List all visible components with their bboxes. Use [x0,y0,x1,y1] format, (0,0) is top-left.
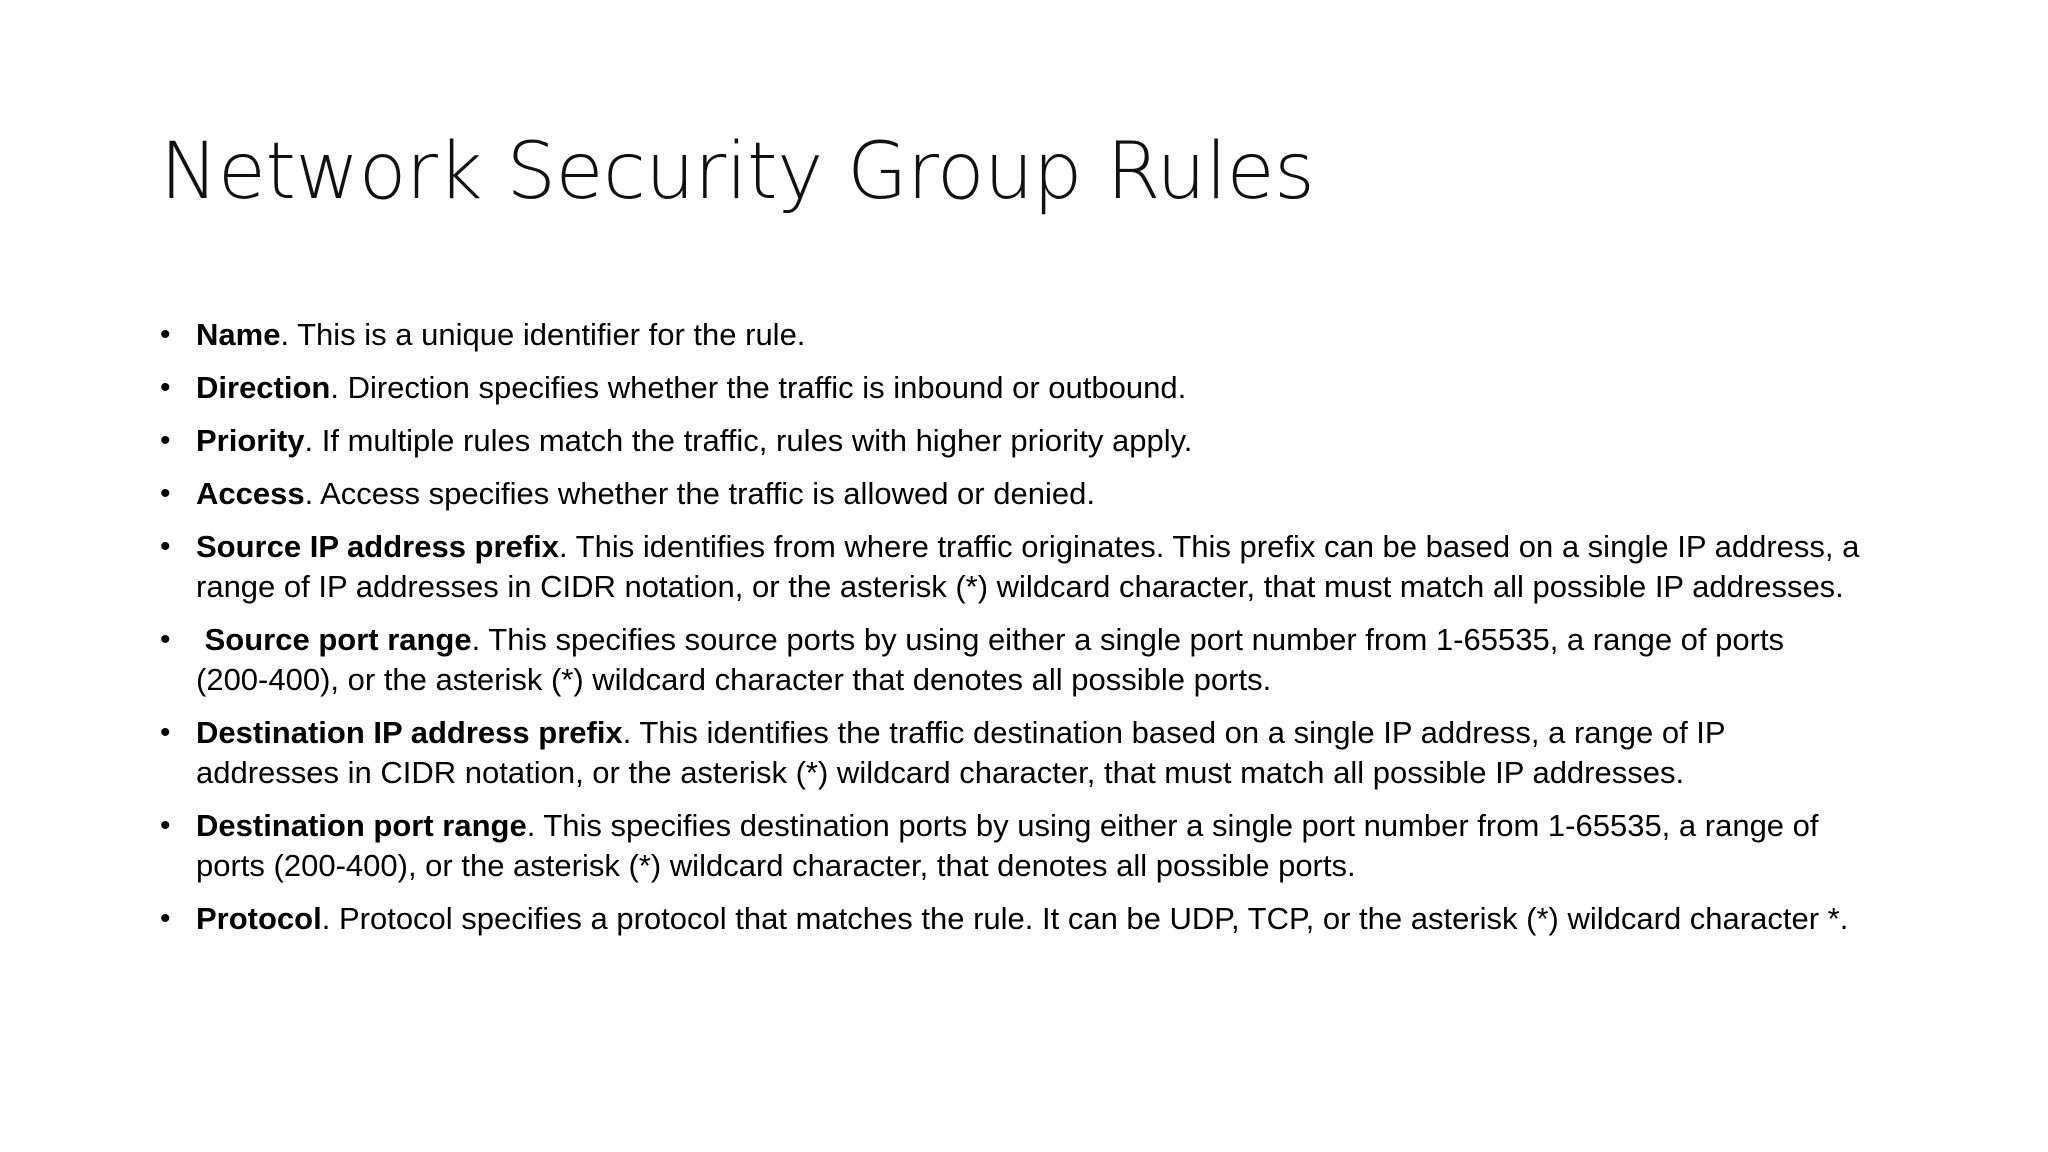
bullet-text: . Direction specifies whether the traffic is inbound or outbound. [330,370,1187,405]
bullet-icon: • [160,424,171,457]
bullet-list [160,315,1860,952]
bullet-item-destination-ip-prefix [160,713,1860,793]
bullet-item-direction [160,368,1860,408]
bullet-icon: • [160,809,171,842]
bullet-item-access [160,474,1860,514]
bullet-term: Destination port range [196,808,527,843]
bullet-icon: • [160,902,171,935]
bullet-text: . If multiple rules match the traffic, rules with higher priority apply. [304,423,1193,458]
bullet-term: Source port range [196,622,472,657]
bullet-text: . This identifies from where traffic originates. This prefix can be based on a single IP address, a range of IP addresses in CIDR notation, or the asterisk (*) wildcard character, that must match all possible IP addresses. [196,529,1860,604]
bullet-term: Name [196,317,281,352]
bullet-icon: • [160,716,171,749]
bullet-term: Access [196,476,305,511]
slide-title: Network Security Group Rules [160,127,1315,217]
bullet-icon: • [160,477,171,510]
bullet-text: . Protocol specifies a protocol that matches the rule. It can be UDP, TCP, or the asterisk (*) wildcard character *. [321,901,1849,936]
bullet-item-name [160,315,1860,355]
bullet-text: . Access specifies whether the traffic is allowed or denied. [304,476,1095,511]
bullet-term: Direction [196,370,331,405]
bullet-icon: • [160,623,171,656]
bullet-term: Protocol [196,901,322,936]
bullet-item-destination-port-range [160,806,1860,886]
bullet-text: . This identifies the traffic destination based on a single IP address, a range of IP addresses in CIDR notation, or the asterisk (*) wildcard character, that must match all possible IP addresses. [196,715,1726,790]
bullet-item-protocol [160,899,1860,939]
bullet-icon: • [160,530,171,563]
bullet-icon: • [160,318,171,351]
bullet-term: Destination IP address prefix [196,715,623,750]
bullet-text: . This specifies source ports by using either a single port number from 1-65535, a range of ports (200-400), or the asterisk (*) wildcard character that denotes all possible ports. [196,622,1785,697]
bullet-term: Source IP address prefix [196,529,559,564]
bullet-icon: • [160,371,171,404]
bullet-item-source-ip-prefix [160,527,1860,607]
bullet-text: . This is a unique identifier for the rule. [280,317,806,352]
bullet-term: Priority [196,423,305,458]
bullet-text: . This specifies destination ports by using either a single port number from 1-65535, a range of ports (200-400), or the asterisk (*) wildcard character, that denotes all possible ports. [196,808,1819,883]
bullet-item-source-port-range [160,620,1860,700]
bullet-item-priority [160,421,1860,461]
